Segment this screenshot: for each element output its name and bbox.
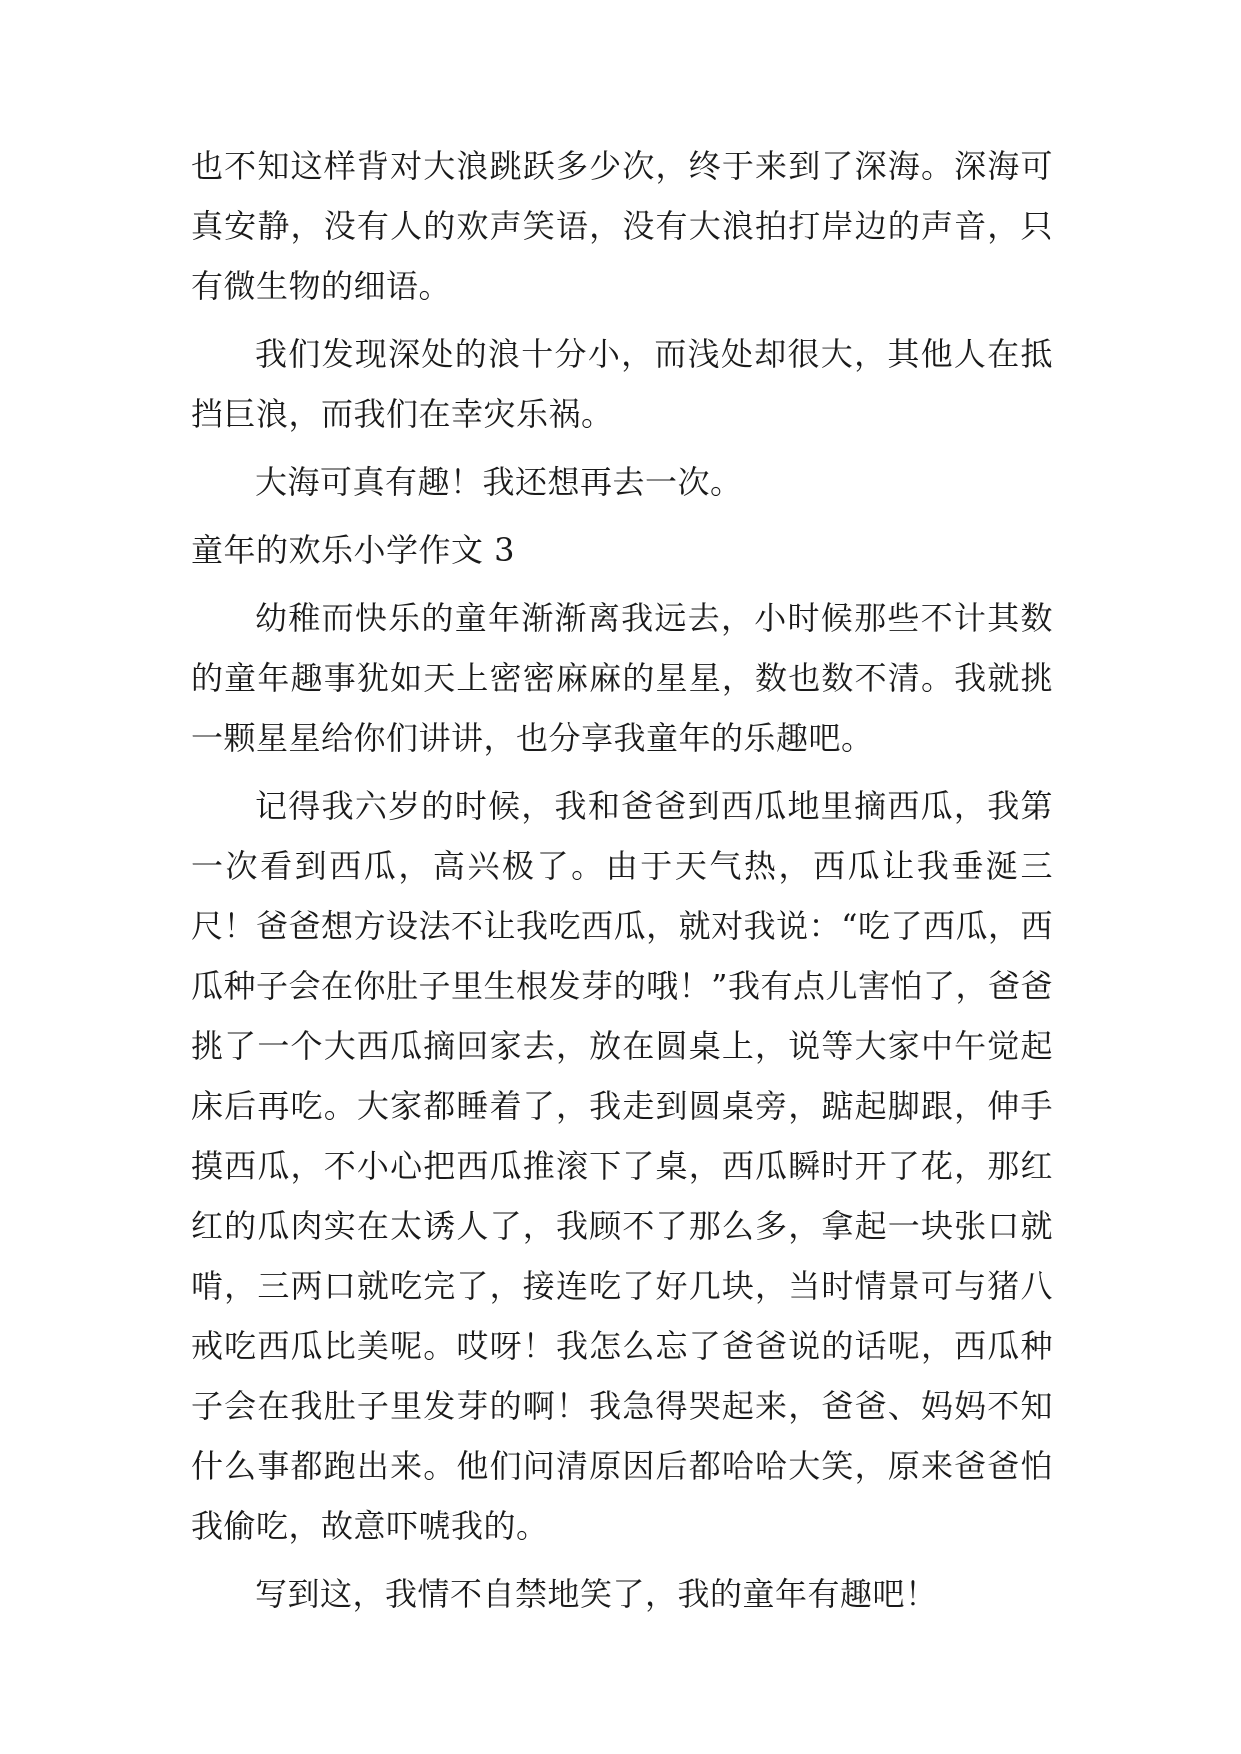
- paragraph-deep-sea: 也不知这样背对大浪跳跃多少次，终于来到了深海。深海可真安静，没有人的欢声笑语，没有大浪拍打岸边的声音，只有微生物的细语。: [191, 147, 1053, 305]
- paragraph-waves: 我们发现深处的浪十分小，而浅处却很大，其他人在抵挡巨浪，而我们在幸灾乐祸。: [191, 335, 1053, 433]
- paragraph-sea-fun: 大海可真有趣！我还想再去一次。: [255, 463, 743, 501]
- document-page: [191, 136, 1053, 1632]
- paragraph-conclusion: 写到这，我情不自禁地笑了，我的童年有趣吧！: [255, 1575, 938, 1613]
- paragraph-watermelon-story: 记得我六岁的时候，我和爸爸到西瓜地里摘西瓜，我第一次看到西瓜，高兴极了。由于天气热，西瓜让我垂涎三尺！爸爸想方设法不让我吃西瓜，就对我说：“吃了西瓜，西瓜种子会在你肚子里生根发芽的哦！”我有点儿害怕了，爸爸挑了一个大西瓜摘回家去，放在圆桌上，说等大家中午觉起床后再吃。大家都睡着了，我走到圆桌旁，踮起脚跟，伸手摸西瓜，不小心把西瓜推滚下了桌，西瓜瞬时开了花，那红红的瓜肉实在太诱人了，我顾不了那么多，拿起一块张口就啃，三两口就吃完了，接连吃了好几块，当时情景可与猪八戒吃西瓜比美呢。哎呀！我怎么忘了爸爸说的话呢，西瓜种子会在我肚子里发芽的啊！我急得哭起来，爸爸、妈妈不知什么事都跑出来。他们问清原因后都哈哈大笑，原来爸爸怕我偷吃，故意吓唬我的。: [191, 787, 1053, 1545]
- paragraph-childhood-intro: 幼稚而快乐的童年渐渐离我远去，小时候那些不计其数的童年趣事犹如天上密密麻麻的星星，数也数不清。我就挑一颗星星给你们讲讲，也分享我童年的乐趣吧。: [191, 599, 1053, 757]
- essay-heading: 童年的欢乐小学作文 3: [191, 531, 516, 569]
